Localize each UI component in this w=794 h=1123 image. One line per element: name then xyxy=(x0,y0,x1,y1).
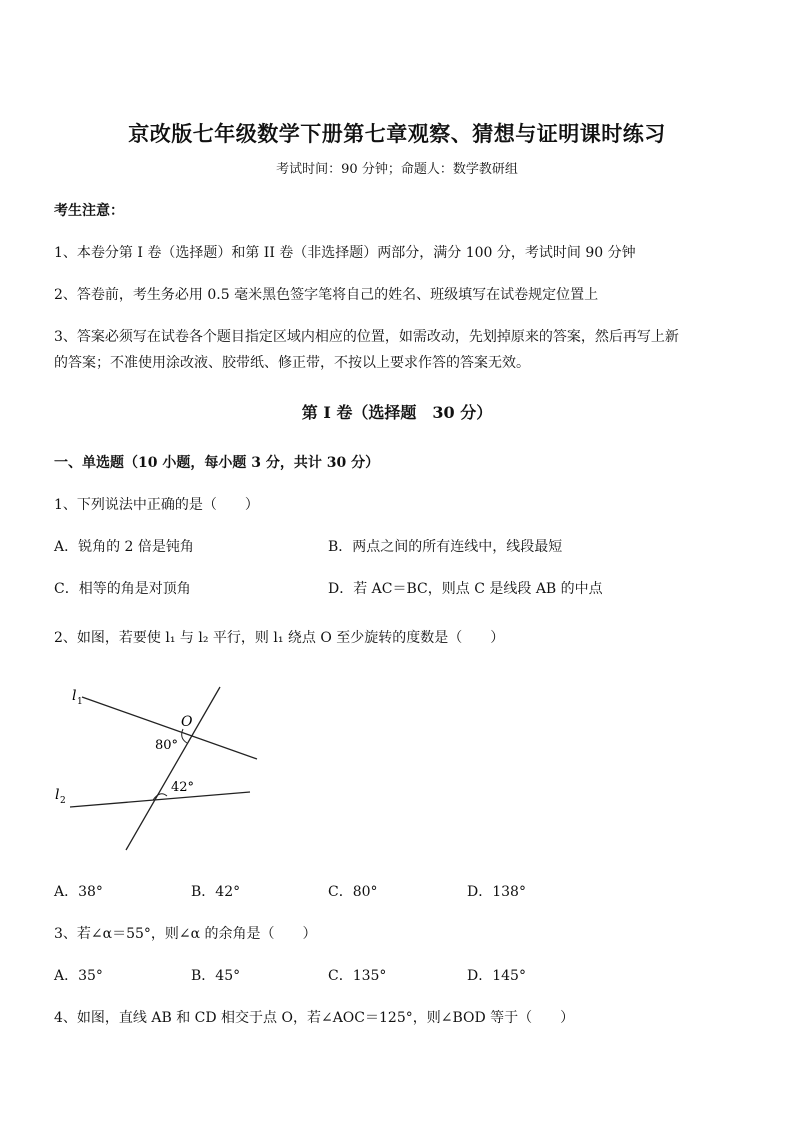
label-angle-80: 80° xyxy=(155,738,179,753)
angle-arc-80 xyxy=(182,729,187,743)
label-l2-subscript: 2 xyxy=(60,796,66,806)
question-2-option-b: B．42° xyxy=(191,884,241,900)
question-4-stem: 4、如图，直线 AB 和 CD 相交于点 O，若∠AOC＝125°，则∠BOD 等于（ ） xyxy=(54,1010,575,1026)
notes-item-3-line-1: 3、答案必须写在试卷各个题目指定区域内相应的位置，如需改动，先划掉原来的答案，然后再写上新 xyxy=(54,329,679,345)
question-3-option-b: B．45° xyxy=(191,968,241,984)
question-2-option-a: A．38° xyxy=(54,884,103,900)
document-title: 京改版七年级数学下册第七章观察、猜想与证明课时练习 xyxy=(128,121,666,146)
question-1-option-c: C．相等的角是对顶角 xyxy=(54,581,191,597)
label-point-o: O xyxy=(181,714,193,730)
label-l1-subscript: 1 xyxy=(77,697,83,707)
question-2-option-c: C．80° xyxy=(328,884,378,900)
notes-item-2: 2、答卷前，考生务必用 0.5 毫米黑色签字笔将自己的姓名、班级填写在试卷规定位置上 xyxy=(54,287,599,303)
document-subtitle: 考试时间：90 分钟；命题人：数学教研组 xyxy=(276,162,518,177)
question-3-option-a: A．35° xyxy=(54,968,103,984)
question-1-stem: 1、下列说法中正确的是（ ） xyxy=(54,497,259,513)
label-l1: l xyxy=(72,688,77,704)
question-1-option-a: A．锐角的 2 倍是钝角 xyxy=(54,539,194,555)
question-1-option-d: D．若 AC＝BC，则点 C 是线段 AB 的中点 xyxy=(328,581,603,597)
notes-heading: 考生注意： xyxy=(54,203,124,219)
question-3-option-c: C．135° xyxy=(328,968,387,984)
question-2-option-d: D．138° xyxy=(467,884,526,900)
notes-item-1: 1、本卷分第 I 卷（选择题）和第 II 卷（非选择题）两部分，满分 100 分，考试时间 90 分钟 xyxy=(54,245,636,261)
notes-item-3-line-2: 的答案；不准使用涂改液、胶带纸、修正带，不按以上要求作答的答案无效。 xyxy=(54,355,530,371)
section-title: 第 I 卷（选择题 30 分） xyxy=(301,403,493,422)
label-angle-42: 42° xyxy=(171,780,195,795)
question-2-stem: 2、如图，若要使 l₁ 与 l₂ 平行，则 l₁ 绕点 O 至少旋转的度数是（ ） xyxy=(54,630,505,646)
label-l2: l xyxy=(55,787,60,803)
question-3-stem: 3、若∠α＝55°，则∠α 的余角是（ ） xyxy=(54,926,317,942)
transversal-line xyxy=(126,687,220,850)
question-2-figure xyxy=(50,672,270,857)
part-heading: 一、单选题（10 小题，每小题 3 分，共计 30 分） xyxy=(54,455,380,471)
question-1-option-b: B．两点之间的所有连线中，线段最短 xyxy=(328,539,563,555)
question-3-option-d: D．145° xyxy=(467,968,526,984)
